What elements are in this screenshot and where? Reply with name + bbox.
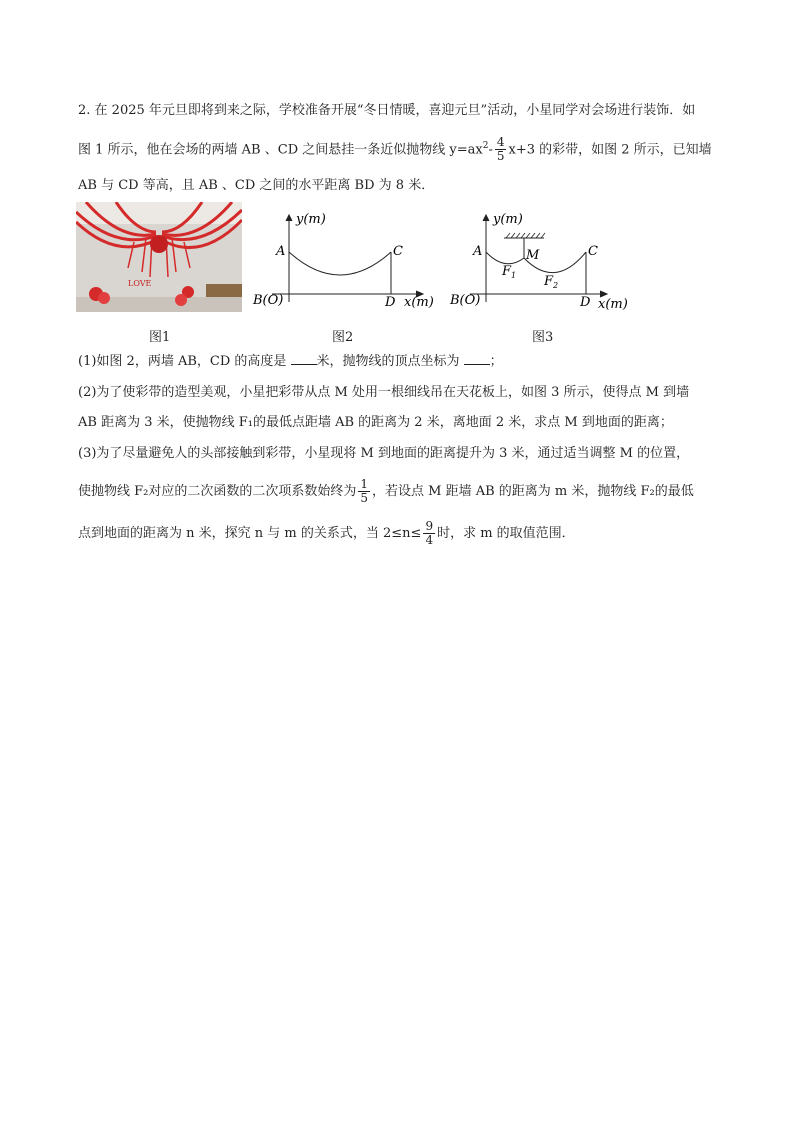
figure-2-diagram xyxy=(250,210,440,315)
fig2-origin-label: B(O) xyxy=(253,293,284,308)
minus-sign: - xyxy=(488,142,493,158)
intro-text-2c: x+3 的彩带，如图 2 所示，已知墙 xyxy=(508,142,712,158)
fig3-label-f1: $F_1$ xyxy=(502,264,517,280)
fig2-y-axis-label: y(m) xyxy=(296,212,326,227)
question-2-line-2: AB 距离为 3 米，使抛物线 F₁的最低点距墙 AB 的距离为 2 米，离地面 2 米，求点 M 到地面的距离； xyxy=(78,415,673,430)
intro-text-2a: 图 1 所示，他在会场的两墙 AB 、CD 之间悬挂一条近似抛物线 y=ax xyxy=(78,142,483,158)
problem-intro-line-3 xyxy=(78,176,718,196)
photo-love-text: LOVE xyxy=(128,279,152,288)
fraction-4-5: $\frac{4}{5}$ xyxy=(496,135,505,164)
q1-text-b: 米，抛物线的顶点坐标为 xyxy=(316,354,464,369)
question-2-line-1: (2)为了使彩带的造型美观，小星把彩带从点 M 处用一根细线吊在天花板上，如图 3 所示，使得点 M 到墙 xyxy=(78,385,690,400)
fig2-point-c: C xyxy=(393,244,403,259)
fig3-point-c: C xyxy=(588,244,598,259)
q3-text-2b: ，若设点 M 距墙 AB 的距离为 m 米，抛物线 F₂的最低 xyxy=(372,484,694,499)
q1-blank-2 xyxy=(464,352,490,365)
problem-number: 2. xyxy=(78,103,91,118)
question-1 xyxy=(78,352,718,372)
intro-text-1: 在 2025 年元旦即将到来之际，学校准备开展“冬日情暖，喜迎元旦”活动，小星同学对会场进行装饰．如 xyxy=(94,103,696,118)
problem-intro-line-2 xyxy=(78,136,718,163)
problem-intro-line-1 xyxy=(78,101,718,121)
fig2-x-axis-label: x(m) xyxy=(404,295,434,310)
q1-text-c: ； xyxy=(489,354,503,369)
figure-1-caption: 图1 xyxy=(149,330,171,345)
intro-text-3: AB 与 CD 等高，且 AB 、CD 之间的水平距离 BD 为 8 米． xyxy=(78,178,435,193)
fig2-point-d: D xyxy=(385,295,396,310)
fraction-1-5: $\frac{1}{5}$ xyxy=(360,477,369,505)
fig3-point-m: M xyxy=(526,248,540,263)
fig3-point-a: A xyxy=(473,244,483,259)
fig3-y-axis-label: y(m) xyxy=(493,212,523,227)
fraction-9-4: $\frac{9}{4}$ xyxy=(425,519,434,547)
fig3-x-axis-label: x(m) xyxy=(598,297,628,312)
q3-text-3b: 时，求 m 的取值范围． xyxy=(437,526,575,541)
question-3-line-2 xyxy=(78,478,718,505)
fig3-label-f2: $F_2$ xyxy=(544,274,559,290)
fig2-point-a: A xyxy=(276,244,286,259)
q1-text-a: (1)如图 2，两墙 AB，CD 的高度是 xyxy=(78,354,291,369)
question-3-line-1: (3)为了尽量避免人的头部接触到彩带，小星现将 M 到地面的距离提升为 3 米，通过适当调整 M 的位置， xyxy=(78,446,690,461)
figure-3-caption: 图3 xyxy=(532,330,554,345)
question-3-line-3 xyxy=(78,520,718,547)
figure-3-diagram xyxy=(448,210,638,315)
q1-blank-1 xyxy=(291,352,317,365)
fig3-point-d: D xyxy=(580,295,591,310)
figure-1-photo xyxy=(76,202,242,312)
figure-2-caption: 图2 xyxy=(332,330,354,345)
fig3-origin-label: B(O) xyxy=(450,293,481,308)
exponent: 2 xyxy=(482,141,489,151)
q3-text-2a: 使抛物线 F₂对应的二次函数的二次项系数始终为 xyxy=(78,484,357,499)
q3-text-3a: 点到地面的距离为 n 米，探究 n 与 m 的关系式，当 2≤n≤ xyxy=(78,526,422,541)
